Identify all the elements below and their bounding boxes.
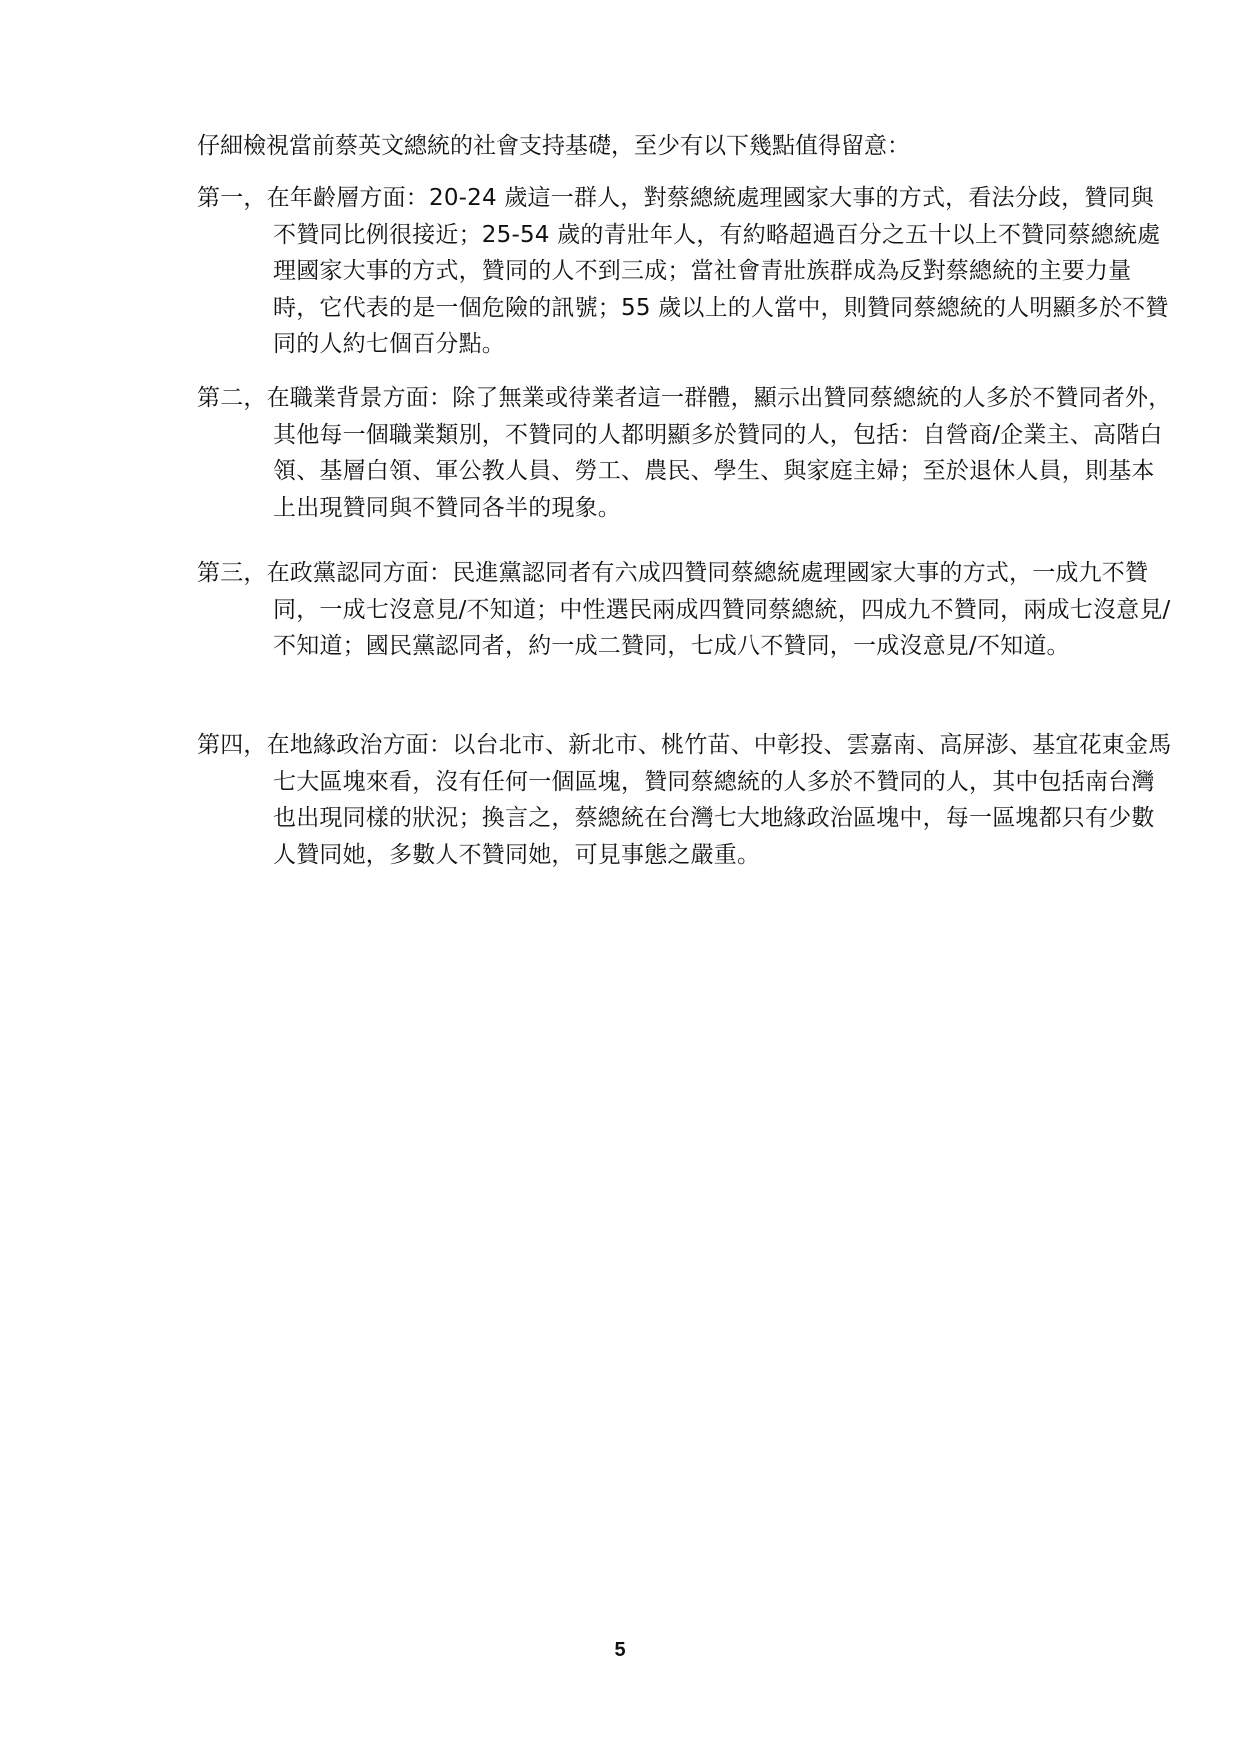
point-label-4: 第四， [197, 732, 267, 758]
point-label-1: 第一， [197, 185, 267, 211]
point-paragraph-1 [197, 180, 1173, 363]
page-number: 5 [614, 1639, 626, 1661]
intro-paragraph: 仔細檢視當前蔡英文總統的社會支持基礎，至少有以下幾點值得留意： [197, 133, 910, 159]
point-text-1: 在年齡層方面：20-24 歲這一群人，對蔡總統處理國家大事的方式，看法分歧，贊同與不贊同比例很接近；25-54 歲的青壯年人，有約略超過百分之五十以上不贊同蔡總統處理國家大事的方式，贊同的人不到三成；當社會青壯族群成為反對蔡總統的主要力量時，它代表的是一個危險的訊號；55 歲以上的人當中，則贊同蔡總統的人明顯多於不贊同的人約七個百分點。 [266, 185, 1169, 357]
point-paragraph-2 [197, 380, 1173, 526]
point-text-3: 在政黨認同方面：民進黨認同者有六成四贊同蔡總統處理國家大事的方式，一成九不贊同，一成七沒意見/不知道；中性選民兩成四贊同蔡總統，四成九不贊同，兩成七沒意見/不知道；國民黨認同者，約一成二贊同，七成八不贊同，一成沒意見/不知道。 [266, 560, 1171, 659]
point-text-2: 在職業背景方面：除了無業或待業者這一群體，顯示出贊同蔡總統的人多於不贊同者外，其他每一個職業類別，不贊同的人都明顯多於贊同的人，包括：自營商/企業主、高階白領、基層白領、軍公教人員、勞工、農民、學生、與家庭主婦；至於退休人員，則基本上出現贊同與不贊同各半的現象。 [266, 385, 1172, 521]
point-paragraph-3 [197, 555, 1173, 665]
point-label-3: 第三， [197, 560, 267, 586]
point-label-2: 第二， [197, 385, 267, 411]
point-text-4: 在地緣政治方面：以台北市、新北市、桃竹苗、中彰投、雲嘉南、高屏澎、基宜花東金馬七大區塊來看，沒有任何一個區塊，贊同蔡總統的人多於不贊同的人，其中包括南台灣也出現同樣的狀況；換言之，蔡總統在台灣七大地緣政治區塊中，每一區塊都只有少數人贊同她，多數人不贊同她，可見事態之嚴重。 [266, 732, 1172, 868]
point-paragraph-4 [197, 727, 1173, 873]
